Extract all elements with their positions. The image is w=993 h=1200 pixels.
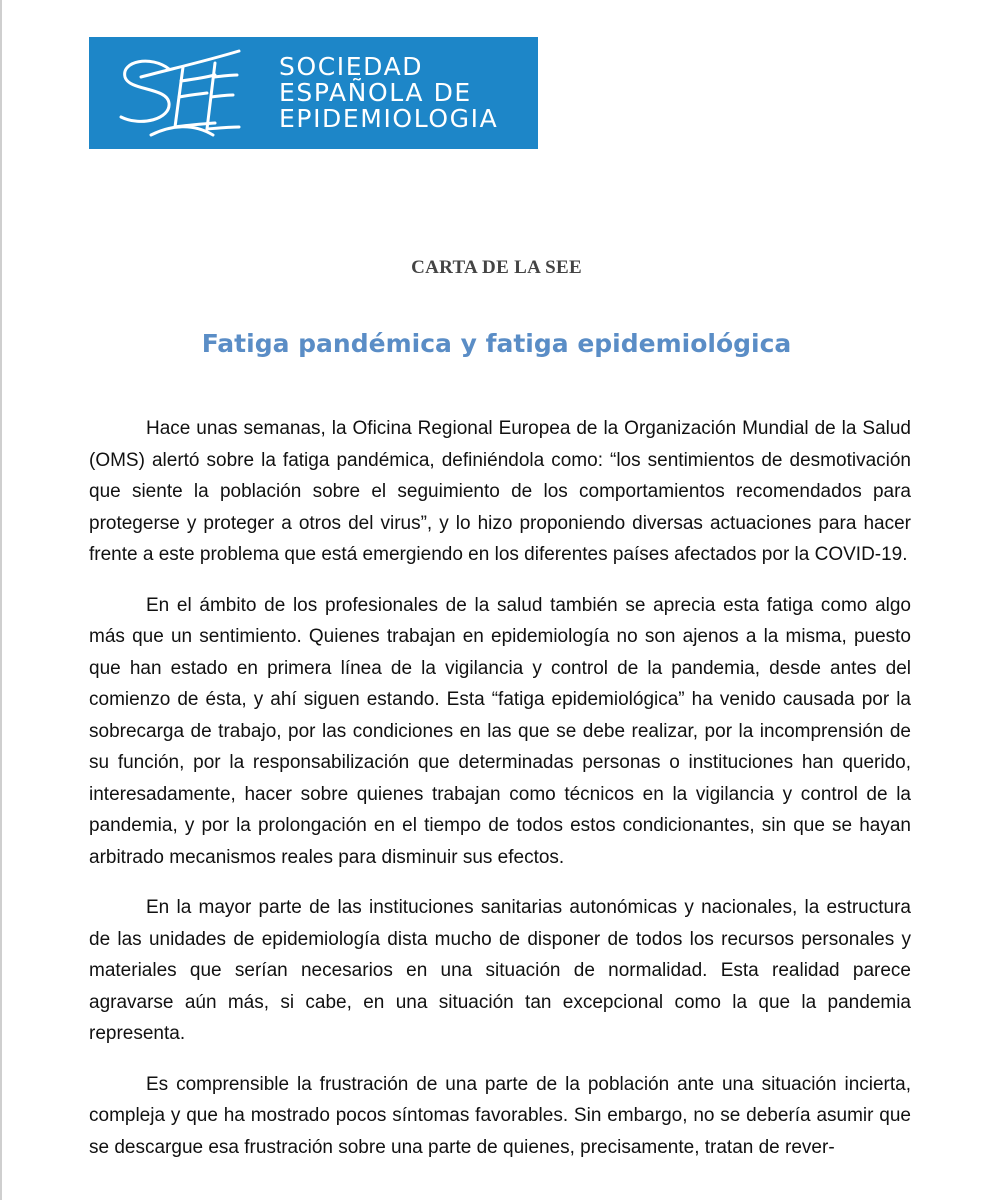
logo-wordmark — [279, 54, 498, 132]
paragraph: En el ámbito de los profesionales de la salud también se aprecia esta fatiga como algo más que un sentimiento. Quienes trabajan en epidemiología no son ajenos a la misma, puesto que han estado en primera línea de la vigilancia y control de la pandemia, desde antes del comienzo de ésta, y ahí siguen estando. Esta “fatiga epidemiológica” ha venido causada por la sobrecarga de trabajo, por las condiciones en las que se debe realizar, por la incomprensión de su función, por la responsabilización que determinadas personas o instituciones han querido, interesadamente, hacer sobre quienes trabajan como técnicos en la vigilancia y control de la pandemia, y por la prolongación en el tiempo de todos estos condicionantes, sin que se hayan arbitrado mecanismos reales para disminuir sus efectos. — [89, 594, 911, 868]
page-edge — [0, 0, 2, 1200]
see-logo-banner — [89, 37, 538, 149]
logo-line-3: EPIDEMIOLOGIA — [279, 104, 499, 133]
paragraph: Es comprensible la frustración de una parte de la población ante una situación incierta, compleja y que ha mostrado pocos síntomas favorables. Sin embargo, no se debería asumir que se descargue esa frustración sobre una parte de quienes, precisamente, tratan de rever- — [89, 1073, 911, 1158]
logo-line-1: SOCIEDAD — [279, 52, 424, 81]
article-body — [89, 413, 911, 1182]
article-title: Fatiga pandémica y fatiga epidemiológica — [201, 329, 792, 358]
paragraph: Hace unas semanas, la Oficina Regional Europea de la Organización Mundial de la Salud (OMS) alertó sobre la fatiga pandémica, definiéndola como: “los sentimientos de desmotivación que siente la población sobre el seguimiento de los comportamientos recomendados para protegerse y proteger a otros del virus”, y lo hizo proponiendo diversas actuaciones para hacer frente a este problema que está emergiendo en los diferentes países afectados por la COVID-19. — [89, 418, 911, 565]
logo-line-2: ESPAÑOLA DE — [279, 78, 472, 107]
paragraph: En la mayor parte de las instituciones sanitarias autonómicas y nacionales, la estructura de las unidades de epidemiología dista mucho de disponer de todos los recursos personales y materiales que serían necesarios en una situación de normalidad. Esta realidad parece agravarse aún más, si cabe, en una situación tan excepcional como la que la pandemia representa. — [89, 897, 911, 1044]
section-label: CARTA DE LA SEE — [411, 257, 582, 278]
see-monogram-icon — [111, 47, 246, 139]
